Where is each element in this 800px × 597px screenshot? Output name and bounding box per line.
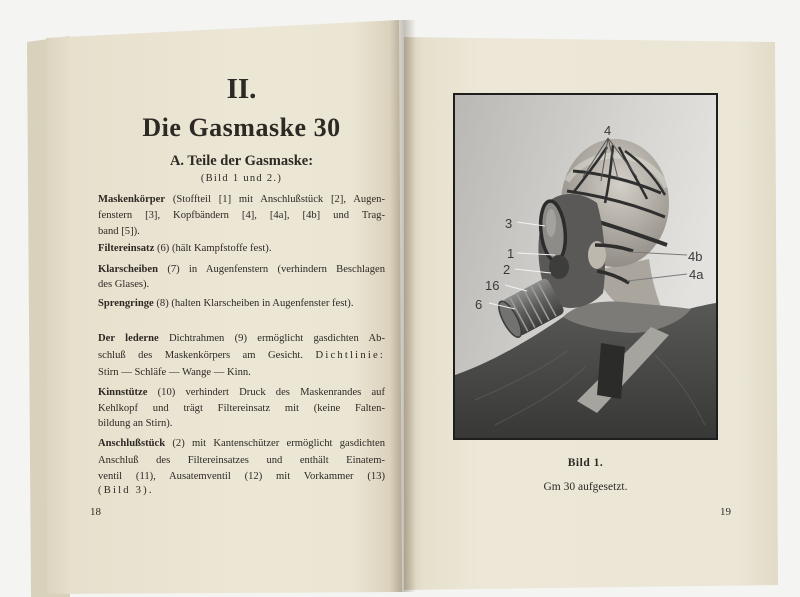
eye-window-glare xyxy=(546,209,556,237)
label-4b: 4b xyxy=(688,249,703,264)
part-text: band [5]). xyxy=(98,226,140,237)
desc-anschlussstueck-line xyxy=(98,484,385,498)
desc-kinnstuetze-line xyxy=(98,417,385,431)
booklet-spine xyxy=(390,20,416,592)
part-maskenkoerper-line xyxy=(98,193,385,207)
part-maskenkoerper-line xyxy=(98,225,385,239)
part-term: Filtereinsatz xyxy=(98,243,155,254)
label-4a: 4a xyxy=(689,267,704,282)
figure-photo xyxy=(453,93,718,440)
desc-text: (2) mit Kantenschützer ermöglicht gasdichten xyxy=(172,438,385,449)
section-subtitle: A. Teile der Gasmaske: xyxy=(169,153,314,169)
gas-mask-illustration xyxy=(455,95,716,438)
part-text: (6) (hält Kampfstoffe fest). xyxy=(156,243,272,254)
part-term: Klarscheiben xyxy=(98,264,159,275)
desc-kinnstuetze-line xyxy=(98,402,385,416)
desc-anschlussstueck-line xyxy=(98,437,385,451)
page-number-right: 19 xyxy=(720,506,731,518)
desc-text: ventil (11), Ausatemventil (12) mit Vorkammer (13) xyxy=(98,471,385,482)
part-term: Sprengringe xyxy=(98,298,154,309)
part-filtereinsatz-line xyxy=(98,242,385,256)
label-16: 16 xyxy=(485,278,500,293)
part-text: (8) (halten Klarscheiben in Augenfenster fest). xyxy=(156,298,354,309)
desc-anschlussstueck-line xyxy=(98,470,385,484)
label-1: 1 xyxy=(507,246,515,261)
desc-text: Stirn — Schläfe — Wange — Kinn. xyxy=(98,367,251,378)
part-text: fenstern [3], Kopfbändern [4], [4a], [4b] und Trag- xyxy=(98,210,385,221)
desc-emphasis: (Bild 3). xyxy=(98,485,154,496)
desc-dichtrahmen-line xyxy=(98,366,385,380)
label-3: 3 xyxy=(505,216,513,231)
desc-dichtrahmen-line xyxy=(98,349,385,363)
desc-term: Der lederne xyxy=(98,333,159,344)
desc-text: Anschluß des Filtereinsatzes und enthält Einatem- xyxy=(98,455,385,466)
connector-piece xyxy=(549,255,569,279)
desc-text: (10) verhindert Druck des Maskenrandes auf xyxy=(157,387,385,398)
part-text: (7) in Augenfenstern (verhindern Beschlagen xyxy=(167,264,385,275)
part-klarscheiben-line xyxy=(98,278,385,292)
desc-text: Kehlkopf und trägt Filtereinsatz mit (keine Falten- xyxy=(98,403,385,414)
figure-reference: (Bild 1 und 2.) xyxy=(200,173,283,184)
part-text: des Glases). xyxy=(98,279,150,290)
desc-term: Kinnstütze xyxy=(98,387,148,398)
shoulder-tab xyxy=(597,343,625,399)
figure-caption-text: Gm 30 aufgesetzt. xyxy=(543,481,628,493)
part-term: Maskenkörper xyxy=(98,194,166,205)
desc-anschlussstueck-line xyxy=(98,454,385,468)
desc-dichtrahmen-line xyxy=(98,332,385,346)
desc-kinnstuetze-line xyxy=(98,386,385,400)
part-klarscheiben-line xyxy=(98,263,385,277)
part-text: (Stoffteil [1] mit Anschlußstück [2], Augen- xyxy=(172,194,385,205)
section-number: II. xyxy=(226,73,257,105)
figure-caption-title: Bild 1. xyxy=(567,457,604,469)
part-maskenkoerper-line xyxy=(98,209,385,223)
desc-term: Anschlußstück xyxy=(98,438,166,449)
desc-text: schluß des Maskenkörpers am Gesicht. xyxy=(98,350,303,361)
label-6: 6 xyxy=(475,297,483,312)
page-title: Die Gasmaske 30 xyxy=(142,113,341,142)
page-number-left: 18 xyxy=(90,506,101,518)
desc-text: bildung an Stirn). xyxy=(98,418,173,429)
desc-emphasis: Dichtlinie: xyxy=(315,350,386,361)
label-2: 2 xyxy=(503,262,511,277)
label-4: 4 xyxy=(604,123,612,138)
desc-text: Dichtrahmen (9) ermöglicht gasdichten Ab- xyxy=(169,333,386,344)
part-sprengringe-line xyxy=(98,297,385,311)
